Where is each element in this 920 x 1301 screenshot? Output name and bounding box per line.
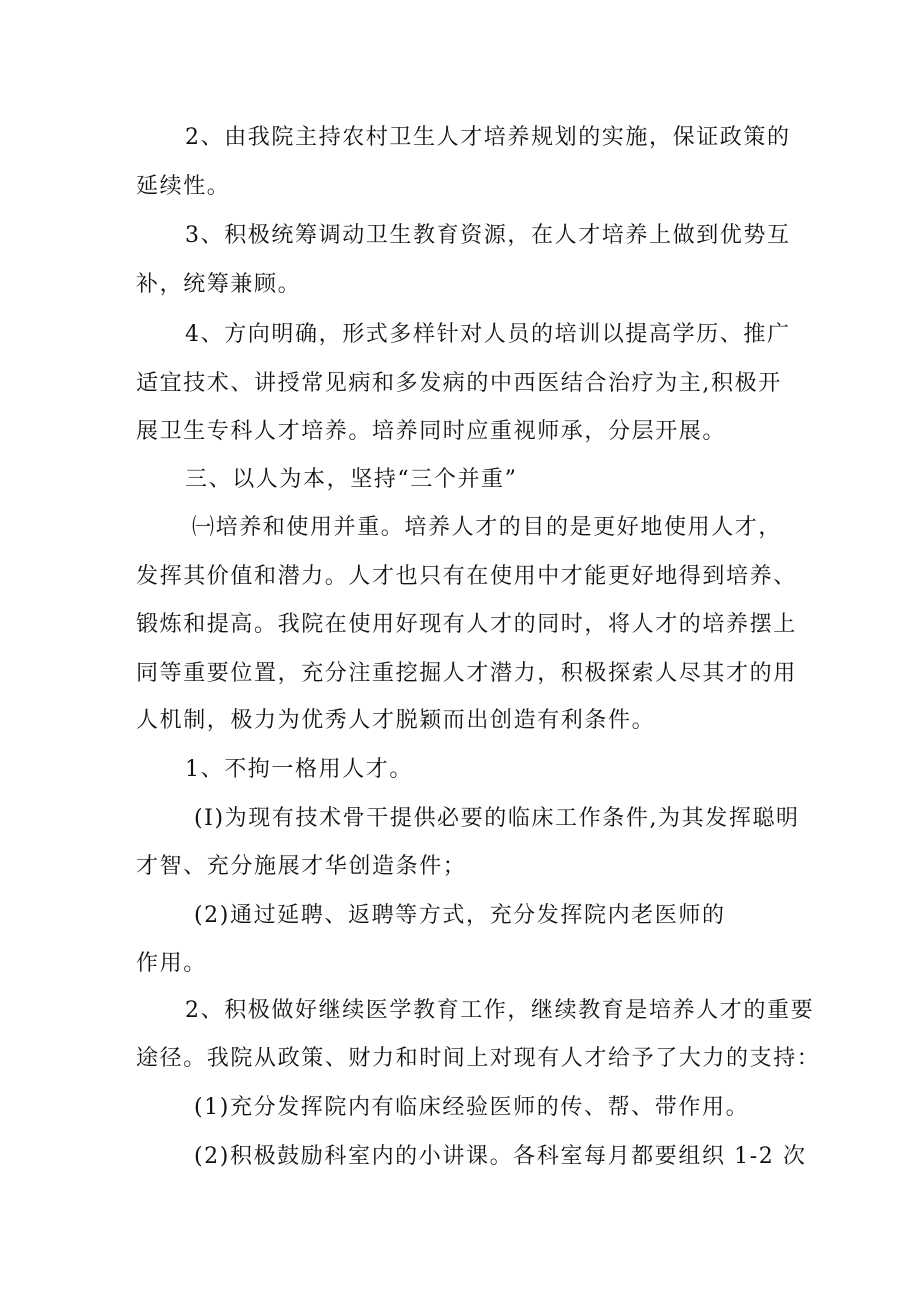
text-line: 延续性。 — [136, 174, 231, 199]
text-line: 适宜技术、讲授常见病和多发病的中西医结合治疗为主,积极开 — [136, 371, 782, 396]
text-line: 同等重要位置，充分注重挖掘人才潜力，积极探索人尽其才的用 — [136, 661, 797, 686]
text-line: 1、不拘一格用人才。 — [185, 757, 413, 782]
text-line: 3、积极统筹调动卫生教育资源，在人才培养上做到优势互 — [185, 223, 791, 248]
text-line: 4、方向明确，形式多样针对人员的培训以提高学历、推广 — [185, 322, 791, 347]
text-line: 2、积极做好继续医学教育工作，继续教育是培养人才的重要 — [185, 998, 815, 1023]
text-line: 锻炼和提高。我院在使用好现有人才的同时，将人才的培养摆上 — [136, 612, 797, 637]
text-line: 人机制，极力为优秀人才脱颖而出创造有利条件。 — [136, 708, 656, 733]
text-line: 才智、充分施展才华创造条件； — [136, 854, 467, 879]
text-line: (2)通过延聘、返聘等方式，充分发挥院内老医师的 — [194, 903, 726, 928]
text-line: 2、由我院主持农村卫生人才培养规划的实施，保证政策的 — [185, 125, 791, 150]
text-line: 补，统筹兼顾。 — [136, 272, 302, 297]
text-line: 发挥其价值和潜力。人才也只有在使用中才能更好地得到培养、 — [136, 564, 797, 589]
text-line: (2)积极鼓励科室内的小讲课。各科室每月都要组织 1-2 次 — [194, 1144, 807, 1169]
text-line: ㈠培养和使用并重。培养人才的目的是更好地使用人才， — [192, 515, 783, 540]
text-line: 途径。我院从政策、财力和时间上对现有人才给予了大力的支持： — [136, 1046, 821, 1071]
text-line: 作用。 — [136, 951, 207, 976]
section-heading: 三、以人为本，坚持“三个并重” — [185, 467, 518, 492]
text-line: 展卫生专科人才培养。培养同时应重视师承，分层开展。 — [136, 419, 727, 444]
text-line: (I)为现有技术骨干提供必要的临床工作条件,为其发挥聪明 — [194, 806, 800, 831]
text-line: (1)充分发挥院内有临床经验医师的传、帮、带作用。 — [194, 1095, 750, 1120]
